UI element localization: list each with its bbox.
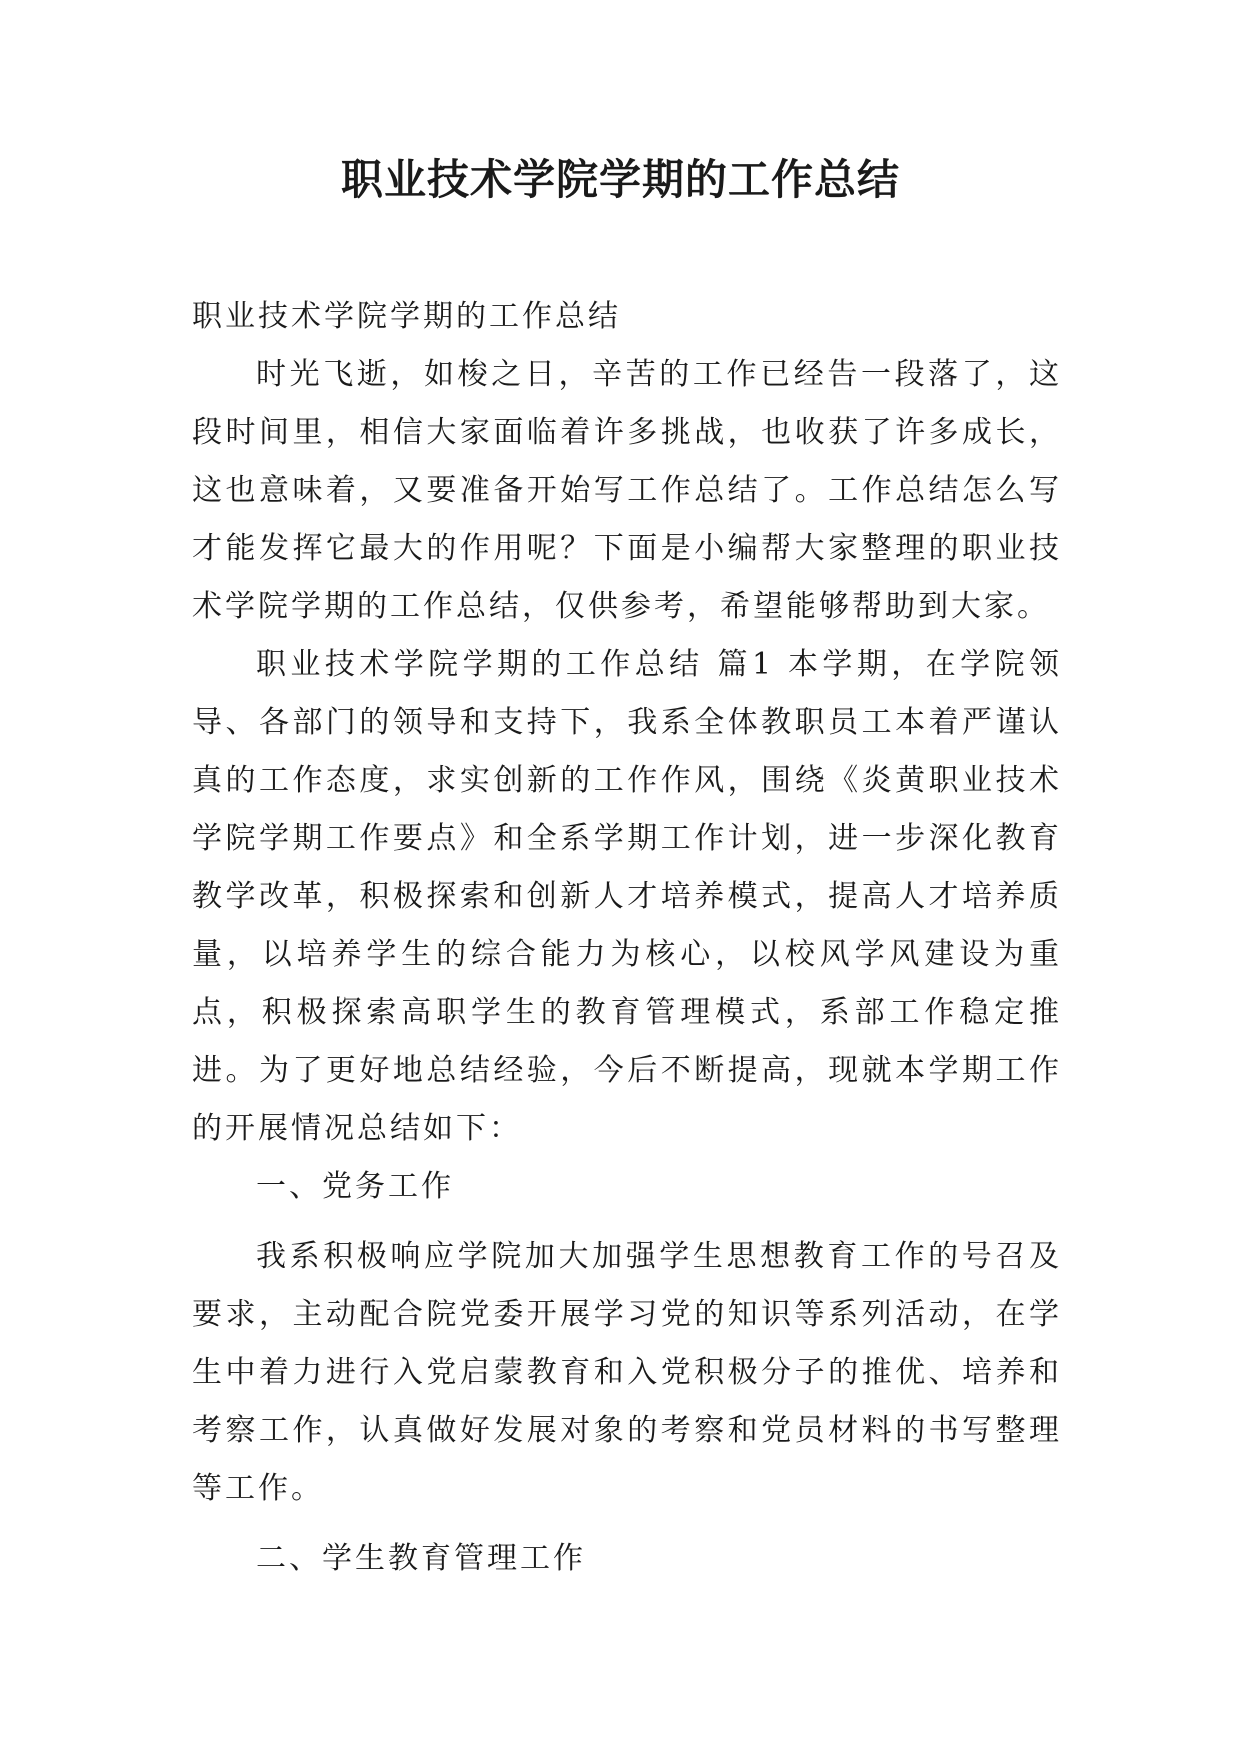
- section-heading-student-management: 二、学生教育管理工作: [256, 1541, 586, 1576]
- section-heading-party-affairs: 一、党务工作: [256, 1169, 454, 1204]
- document-title: 职业技术学院学期的工作总结: [340, 155, 900, 204]
- chapter-1-paragraph: 职业技术学院学期的工作总结 篇1 本学期，在学院领导、各部门的领导和支持下，我系全体教职员工本着严谨认真的工作态度，求实创新的工作作风，围绕《炎黄职业技术学院学期工作要点》和全系学期工作计划，进一步深化教育教学改革，积极探索和创新人才培养模式，提高人才培养质量，以培养学生的综合能力为核心，以校风学风建设为重点，积极探索高职学生的教育管理模式，系部工作稳定推进。为了更好地总结经验，今后不断提高，现就本学期工作的开展情况总结如下：: [192, 647, 1062, 1146]
- party-affairs-paragraph: 我系积极响应学院加大加强学生思想教育工作的号召及要求，主动配合院党委开展学习党的知识等系列活动，在学生中着力进行入党启蒙教育和入党积极分子的推优、培养和考察工作，认真做好发展对象的考察和党员材料的书写整理等工作。: [192, 1239, 1062, 1506]
- document-body: [192, 288, 1062, 1588]
- subtitle-line: 职业技术学院学期的工作总结: [192, 299, 621, 334]
- intro-paragraph: 时光飞逝，如梭之日，辛苦的工作已经告一段落了，这段时间里，相信大家面临着许多挑战，也收获了许多成长，这也意味着，又要准备开始写工作总结了。工作总结怎么写才能发挥它最大的作用呢？下面是小编帮大家整理的职业技术学院学期的工作总结，仅供参考，希望能够帮助到大家。: [192, 357, 1062, 624]
